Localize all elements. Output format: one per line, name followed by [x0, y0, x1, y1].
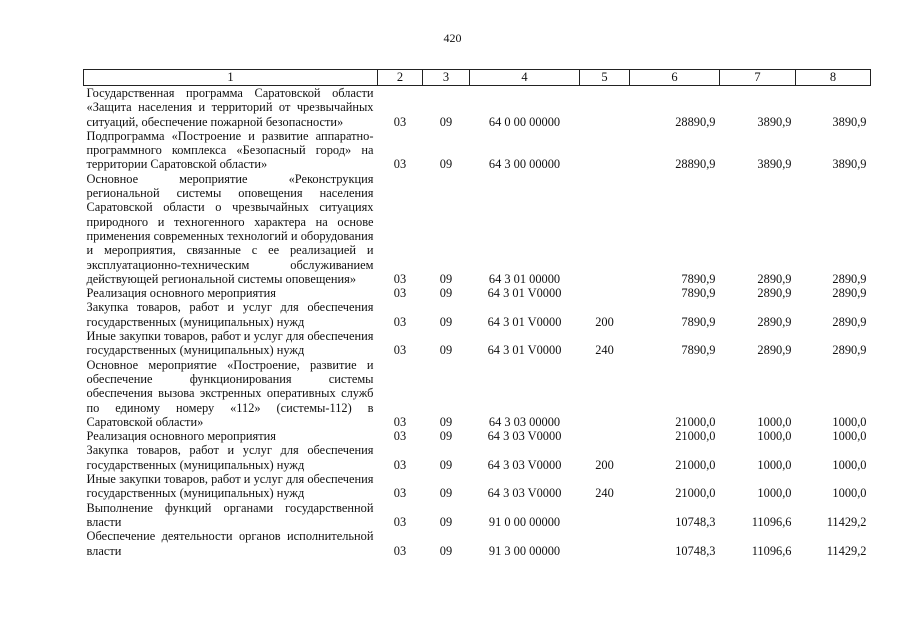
row-expense-type: [580, 429, 630, 443]
row-section: 03: [393, 486, 407, 501]
table-row: [84, 329, 871, 358]
row-name: Реализация основного мероприятия: [86, 286, 276, 301]
row-name: Основное мероприятие «Реконструкция региональной системы оповещения населения Саратовской области о чрезвычайных ситуациях природного и техногенного характера на основе применения современных технологий и оборудования и мероприятия, связанные с ее реализацией и эксплуатационно-техническим обслуживанием действующей региональной системы оповещения»: [86, 171, 374, 286]
row-expense-type: 200: [595, 314, 614, 329]
row-name: Иные закупки товаров, работ и услуг для обеспечения государственных (муниципальных) нужд: [86, 329, 374, 358]
row-expense-type: [580, 172, 630, 286]
row-amount-year1: 21000,0: [675, 486, 716, 501]
row-section: 03: [393, 114, 407, 129]
row-expense-type: [580, 358, 630, 429]
row-target-code: 64 3 01 00000: [488, 271, 561, 286]
row-subsection: 09: [439, 343, 453, 358]
row-section: 03: [393, 543, 407, 558]
row-subsection: 09: [439, 514, 453, 529]
row-amount-year3: 11429,2: [826, 514, 867, 529]
row-section: 03: [393, 429, 407, 444]
row-section: 03: [393, 414, 407, 429]
row-section: 03: [393, 271, 407, 286]
table-row: [84, 300, 871, 329]
row-subsection: 09: [439, 457, 453, 472]
row-subsection: 09: [439, 157, 453, 172]
row-subsection: 09: [439, 414, 453, 429]
row-subsection: 09: [439, 429, 453, 444]
row-expense-type: [580, 129, 630, 172]
column-header: 1: [84, 70, 378, 86]
table-row: [84, 443, 871, 472]
column-header: 5: [580, 70, 630, 86]
page-number: 420: [443, 31, 462, 45]
row-amount-year3: 1000,0: [832, 414, 867, 429]
column-header: 2: [378, 70, 423, 86]
row-amount-year2: 1000,0: [757, 457, 792, 472]
row-subsection: 09: [439, 114, 453, 129]
row-target-code: 64 0 00 00000: [488, 114, 561, 129]
row-subsection: 09: [439, 314, 453, 329]
table-row: [84, 86, 871, 129]
row-amount-year1: 21000,0: [675, 457, 716, 472]
row-amount-year1: 10748,3: [675, 514, 716, 529]
row-target-code: 64 3 03 V0000: [487, 486, 562, 501]
row-amount-year3: 3890,9: [832, 157, 867, 172]
row-target-code: 64 3 00 00000: [488, 157, 561, 172]
budget-table: [83, 69, 871, 558]
row-target-code: 91 0 00 00000: [488, 514, 561, 529]
column-header: 8: [796, 70, 871, 86]
row-amount-year2: 1000,0: [757, 414, 792, 429]
row-section: 03: [393, 314, 407, 329]
row-amount-year2: 3890,9: [757, 114, 792, 129]
row-name: Закупка товаров, работ и услуг для обеспечения государственных (муниципальных) нужд: [86, 300, 374, 329]
row-amount-year2: 3890,9: [757, 157, 792, 172]
row-target-code: 91 3 00 00000: [488, 543, 561, 558]
table-row: [84, 501, 871, 530]
row-amount-year3: 2890,9: [832, 343, 867, 358]
row-amount-year1: 10748,3: [675, 543, 716, 558]
header-row: [84, 70, 871, 86]
table-row: [84, 529, 871, 558]
row-name: Реализация основного мероприятия: [86, 429, 276, 444]
row-amount-year2: 2890,9: [757, 286, 792, 301]
row-subsection: 09: [439, 271, 453, 286]
row-amount-year3: 3890,9: [832, 114, 867, 129]
row-name: Подпрограмма «Построение и развитие аппаратно-программного комплекса «Безопасный город» на территории Саратовской области»: [86, 128, 374, 172]
row-amount-year3: 2890,9: [832, 286, 867, 301]
row-amount-year2: 2890,9: [757, 343, 792, 358]
row-name: Иные закупки товаров, работ и услуг для обеспечения государственных (муниципальных) нужд: [86, 472, 374, 501]
row-amount-year3: 2890,9: [832, 314, 867, 329]
row-expense-type: 240: [595, 486, 614, 501]
row-expense-type: [580, 286, 630, 300]
row-name: Государственная программа Саратовской области «Защита населения и территорий от чрезвычайных ситуаций, обеспечение пожарной безопасности»: [86, 86, 374, 129]
table-row: [84, 172, 871, 286]
row-name: Выполнение функций органами государственной власти: [86, 500, 374, 529]
table-row: [84, 286, 871, 300]
row-amount-year2: 2890,9: [757, 314, 792, 329]
table-row: [84, 472, 871, 501]
row-section: 03: [393, 343, 407, 358]
row-amount-year2: 1000,0: [757, 429, 792, 444]
row-section: 03: [393, 286, 407, 301]
row-expense-type: [580, 501, 630, 530]
row-subsection: 09: [439, 543, 453, 558]
row-amount-year1: 28890,9: [675, 114, 716, 129]
row-amount-year3: 11429,2: [826, 543, 867, 558]
row-amount-year1: 7890,9: [681, 271, 716, 286]
row-amount-year2: 11096,6: [751, 543, 792, 558]
row-amount-year3: 1000,0: [832, 486, 867, 501]
row-target-code: 64 3 01 V0000: [487, 343, 562, 358]
row-target-code: 64 3 03 V0000: [487, 429, 562, 444]
row-name: Обеспечение деятельности органов исполнительной власти: [86, 529, 374, 558]
row-amount-year3: 1000,0: [832, 429, 867, 444]
table-row: [84, 129, 871, 172]
row-amount-year3: 1000,0: [832, 457, 867, 472]
row-section: 03: [393, 457, 407, 472]
row-target-code: 64 3 03 V0000: [487, 457, 562, 472]
row-name: Основное мероприятие «Построение, развитие и обеспечение функционирования системы обеспечения вызова экстренных оперативных служб по единому номеру «112» (системы-112) в Саратовской области»: [86, 357, 374, 429]
column-header: 6: [630, 70, 720, 86]
row-section: 03: [393, 514, 407, 529]
row-amount-year2: 2890,9: [757, 271, 792, 286]
row-amount-year1: 7890,9: [681, 286, 716, 301]
row-amount-year2: 11096,6: [751, 514, 792, 529]
row-subsection: 09: [439, 486, 453, 501]
row-expense-type: [580, 529, 630, 558]
row-amount-year3: 2890,9: [832, 271, 867, 286]
row-target-code: 64 3 01 V0000: [487, 314, 562, 329]
table-row: [84, 358, 871, 429]
table-row: [84, 429, 871, 443]
row-amount-year1: 7890,9: [681, 343, 716, 358]
row-target-code: 64 3 01 V0000: [487, 286, 562, 301]
row-amount-year1: 21000,0: [675, 414, 716, 429]
column-header: 4: [470, 70, 580, 86]
row-section: 03: [393, 157, 407, 172]
row-amount-year1: 21000,0: [675, 429, 716, 444]
row-subsection: 09: [439, 286, 453, 301]
row-expense-type: 200: [595, 457, 614, 472]
row-amount-year1: 7890,9: [681, 314, 716, 329]
row-expense-type: 240: [595, 343, 614, 358]
row-amount-year1: 28890,9: [675, 157, 716, 172]
row-amount-year2: 1000,0: [757, 486, 792, 501]
row-target-code: 64 3 03 00000: [488, 414, 561, 429]
column-header: 3: [423, 70, 470, 86]
column-header: 7: [720, 70, 796, 86]
row-name: Закупка товаров, работ и услуг для обеспечения государственных (муниципальных) нужд: [86, 443, 374, 472]
row-expense-type: [580, 86, 630, 129]
